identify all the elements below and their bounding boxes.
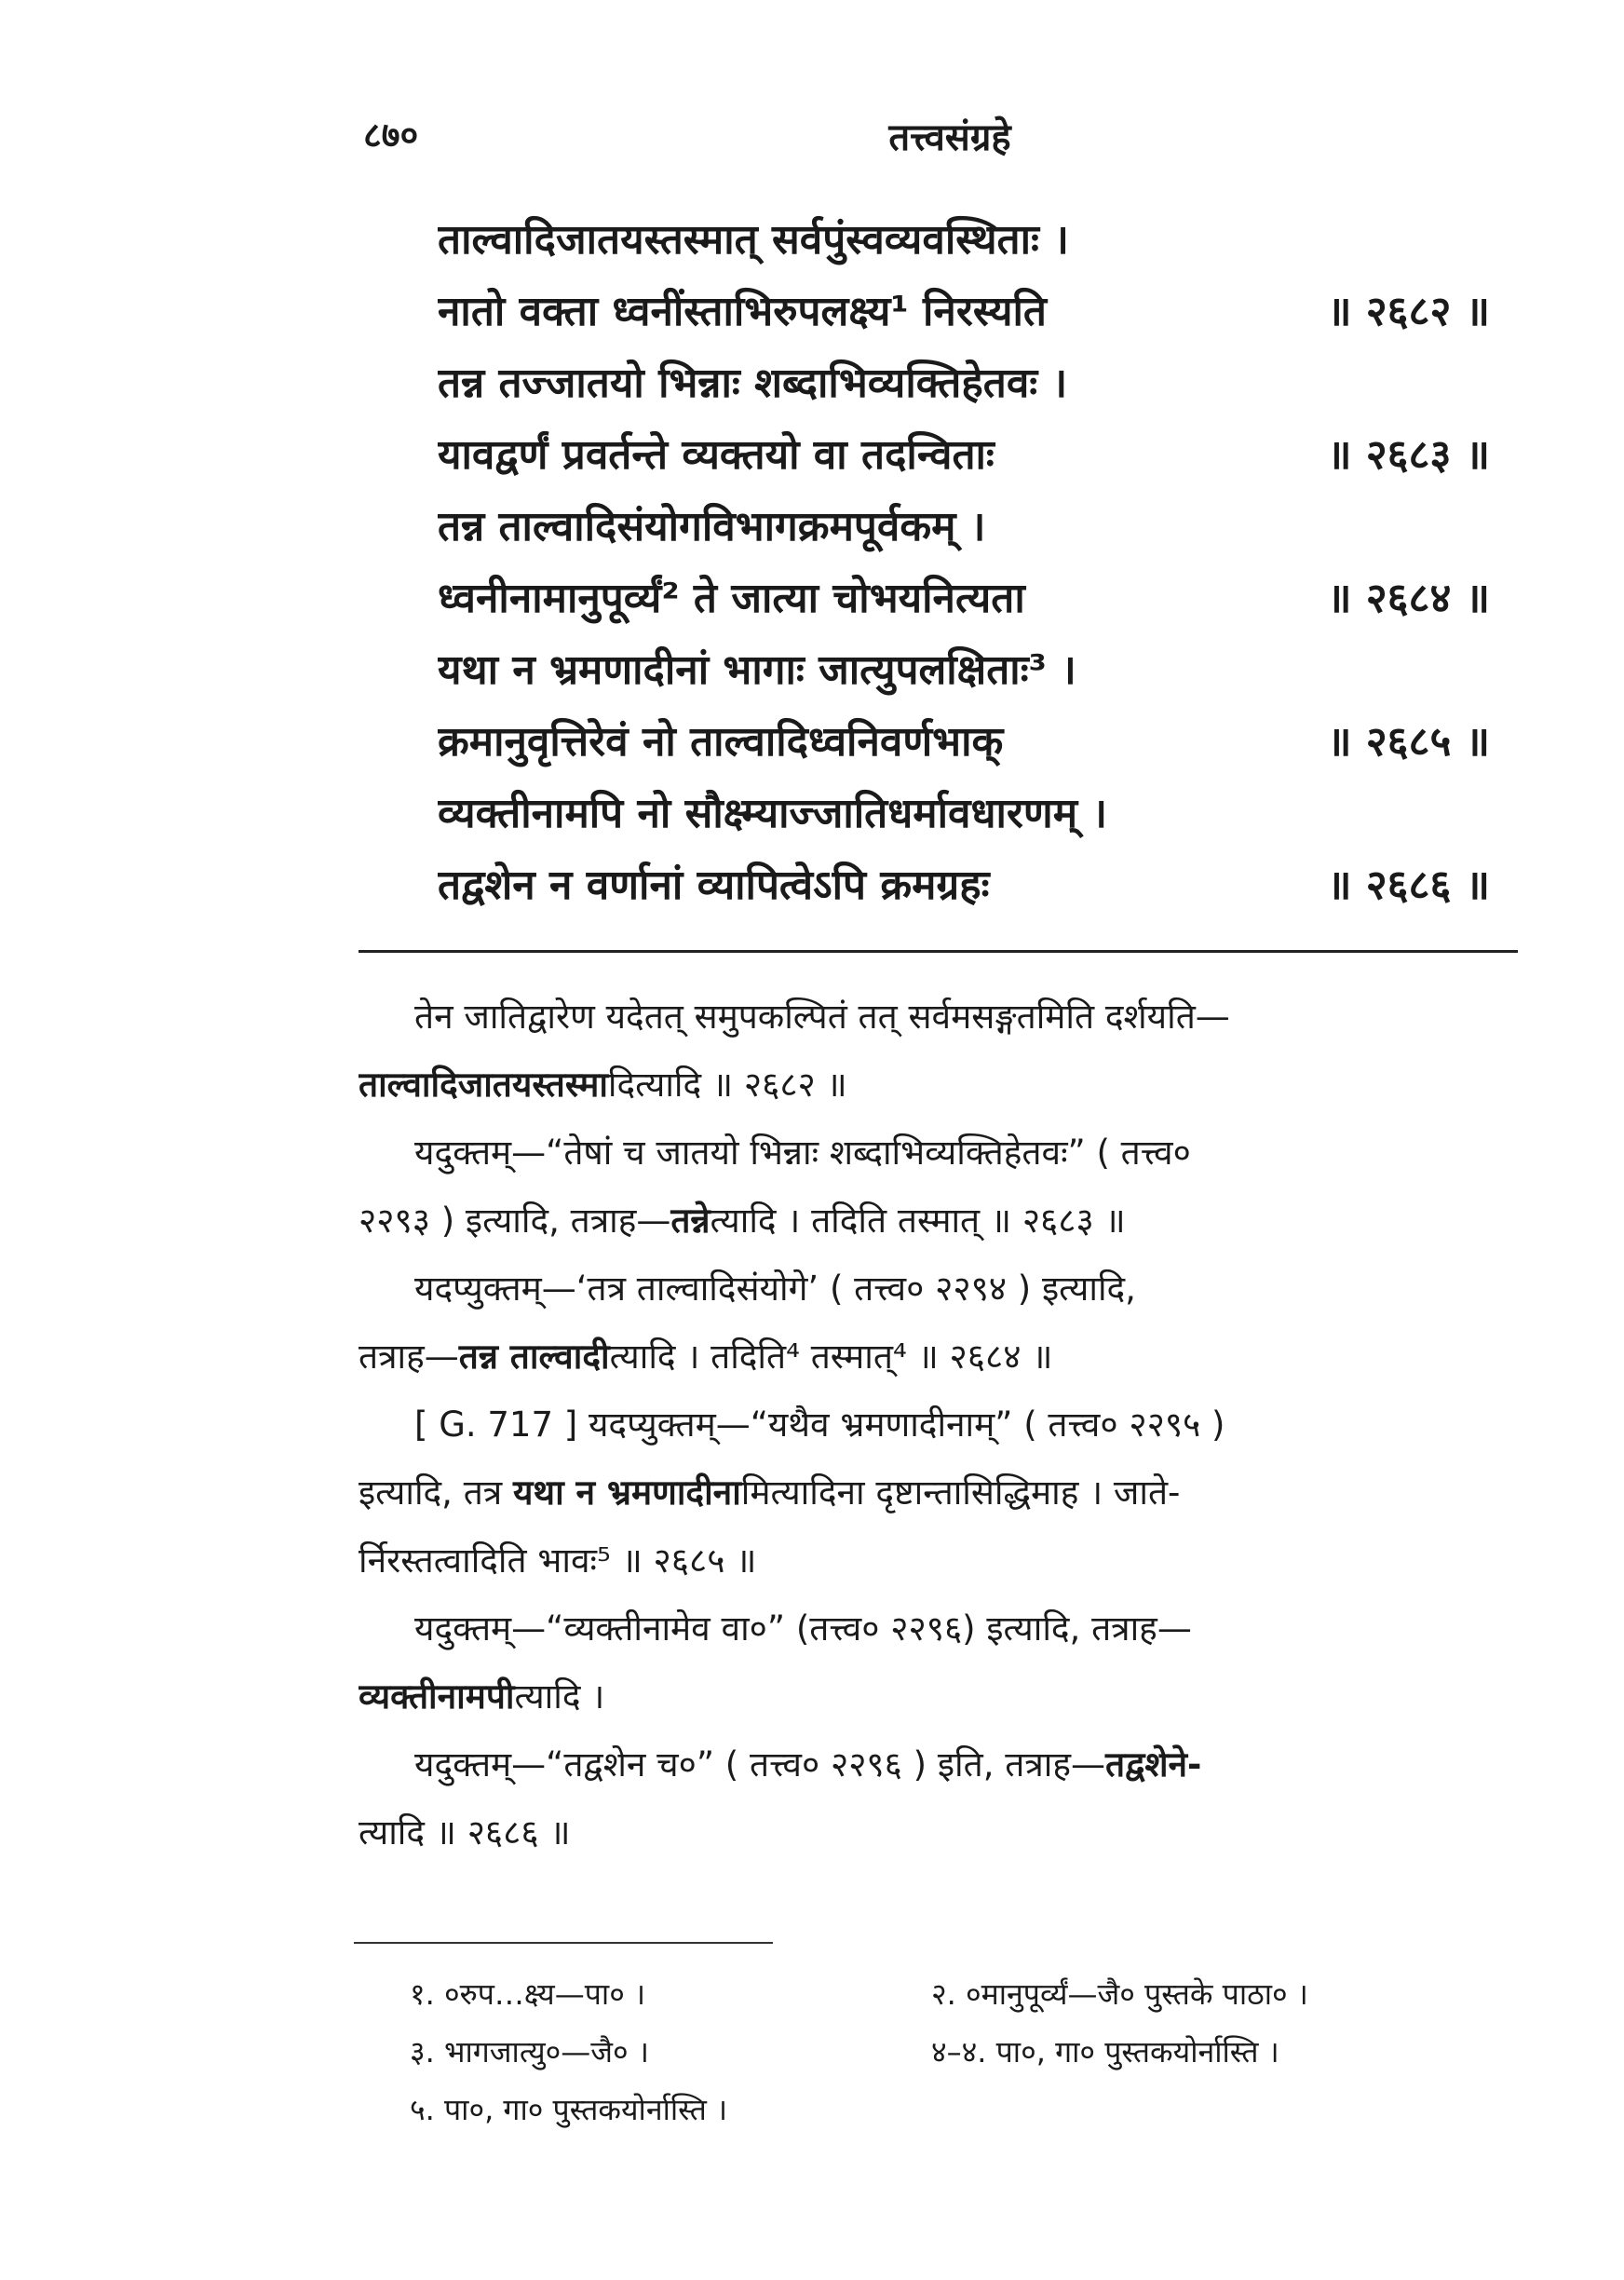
page-number: ८७० <box>363 115 419 156</box>
commentary-text: र्निरस्तत्वादिति भावः⁵ ॥ २६८५ ॥ <box>359 1540 757 1581</box>
verse-line <box>438 353 1490 425</box>
commentary-lemma: ताल्वादिजातयस्तस्मा <box>359 1065 608 1105</box>
commentary-line <box>359 1391 1518 1459</box>
verse-number: ॥ २६८६ ॥ <box>1327 862 1490 909</box>
verse-line <box>438 210 1490 281</box>
commentary-text: [ G. 717 ] यदप्युक्तम्—“यथैव भ्रमणादीनाम्” ( तत्त्व० २२९५ ) <box>414 1405 1225 1445</box>
footnote-row <box>410 2081 1490 2138</box>
commentary-lemma: व्यक्तीनामपी <box>359 1676 515 1717</box>
verse-line <box>438 425 1490 496</box>
commentary-text: त्यादि । <box>514 1676 605 1717</box>
commentary-line <box>359 1662 1518 1730</box>
commentary-text: तत्राह— <box>359 1337 459 1377</box>
verse-line <box>438 712 1490 783</box>
footnote: ५. पा०, गा० पुस्तकयोर्नास्ति । <box>410 2092 728 2127</box>
footnote <box>931 2081 1453 2138</box>
verse-line <box>438 496 1490 568</box>
verse-number: ॥ २६८२ ॥ <box>1327 288 1490 335</box>
commentary-text: २२९३ ) इत्यादि, तत्राह— <box>359 1201 671 1241</box>
verse-text: ध्वनीनामानुपूर्व्यं² ते जात्या चोभयनित्यता <box>438 575 1025 622</box>
commentary-line <box>359 1119 1518 1187</box>
footnote-row <box>410 2023 1490 2081</box>
commentary-text: यदुक्तम्—“तेषां च जातयो भिन्नाः शब्दाभिव्यक्तिहेतवः” ( तत्त्व० <box>414 1133 1191 1173</box>
verse-text: यावद्वर्णं प्रवर्तन्ते व्यक्तयो वा तदन्विताः <box>438 431 995 479</box>
footnotes-block <box>410 1965 1490 2138</box>
verse-line <box>438 640 1490 712</box>
verse-text: यथा न भ्रमणादीनां भागाः जात्युपलक्षिताः³ । <box>438 646 1076 694</box>
commentary-text: यदप्युक्तम्—‘तत्र ताल्वादिसंयोगे’ ( तत्त्व० २२९४ ) इत्यादि, <box>414 1269 1136 1309</box>
section-divider <box>359 950 1518 953</box>
commentary-line <box>359 1459 1518 1527</box>
verse-line <box>438 281 1490 353</box>
commentary-text: त्यादि । तदिति⁴ तस्मात्⁴ ॥ २६८४ ॥ <box>609 1337 1053 1377</box>
verse-line <box>438 783 1490 855</box>
verse-text: नातो वक्ता ध्वनींस्ताभिरुपलक्ष्य¹ निरस्यति <box>438 288 1047 335</box>
commentary-text: त्यादि ॥ २६८६ ॥ <box>359 1812 571 1852</box>
verse-number: ॥ २६८५ ॥ <box>1327 718 1490 766</box>
footnote: २. ०मानुपूर्व्यं—जै० पुस्तके पाठा० । <box>931 1976 1308 2012</box>
commentary-text: मित्यादिना दृष्टान्तासिद्धिमाह । जाते- <box>740 1472 1181 1513</box>
commentary-line <box>359 1051 1518 1119</box>
commentary-text: इत्यादि, तत्र <box>359 1472 513 1513</box>
footnote-row <box>410 1965 1490 2023</box>
commentary-block <box>359 983 1518 1866</box>
verse-number: ॥ २६८४ ॥ <box>1327 575 1490 622</box>
commentary-line <box>359 1595 1518 1662</box>
commentary-line <box>359 1255 1518 1323</box>
commentary-line <box>359 1527 1518 1595</box>
commentary-lemma: तन्ने <box>670 1201 710 1241</box>
commentary-lemma: तन्न ताल्वादी <box>458 1337 610 1377</box>
page-header <box>363 110 1536 166</box>
commentary-lemma: यथा न भ्रमणादीना <box>512 1472 741 1513</box>
commentary-line <box>359 983 1518 1051</box>
commentary-text: यदुक्तम्—“तद्वशेन च०” ( तत्त्व० २२९६ ) इति, तत्राह— <box>414 1744 1105 1785</box>
footnote: ४–४. पा०, गा० पुस्तकयोर्नास्ति । <box>931 2034 1279 2070</box>
verse-text: तन्न तज्जातयो भिन्नाः शब्दाभिव्यक्तिहेतवः । <box>438 360 1068 407</box>
verse-text: तन्न ताल्वादिसंयोगविभागक्रमपूर्वकम् । <box>438 503 986 550</box>
commentary-line <box>359 1730 1518 1798</box>
commentary-lemma: तद्वशेने- <box>1104 1744 1202 1785</box>
footnote: १. ०रुप…क्ष्य—पा० । <box>410 1976 646 2012</box>
commentary-text: दित्यादि ॥ २६८२ ॥ <box>607 1065 847 1105</box>
footnote: ३. भागजात्यु०—जै० । <box>410 2034 649 2070</box>
commentary-line <box>359 1323 1518 1391</box>
commentary-line <box>359 1187 1518 1255</box>
verse-text: व्यक्तीनामपि नो सौक्ष्म्याज्जातिधर्मावधारणम् । <box>438 790 1108 837</box>
verse-line <box>438 568 1490 640</box>
footnote-divider <box>354 1942 773 1944</box>
verse-text: तद्वशेन न वर्णानां व्यापित्वेऽपि क्रमग्रहः <box>438 862 990 909</box>
commentary-text: यदुक्तम्—“व्यक्तीनामेव वा०” (तत्त्व० २२९६) इत्यादि, तत्राह— <box>414 1608 1192 1649</box>
commentary-line <box>359 1798 1518 1866</box>
verse-text: क्रमानुवृत्तिरेवं नो ताल्वादिध्वनिवर्णभाक् <box>438 718 1004 766</box>
commentary-text: त्यादि । तदिति तस्मात् ॥ २६८३ ॥ <box>710 1201 1126 1241</box>
verse-block <box>438 210 1490 927</box>
commentary-text: तेन जातिद्वारेण यदेतत् समुपकल्पितं तत् सर्वमसङ्गतमिति दर्शयति— <box>414 997 1230 1037</box>
running-title: तत्त्वसंग्रहे <box>888 116 1011 159</box>
verse-number: ॥ २६८३ ॥ <box>1327 431 1490 479</box>
verse-line <box>438 855 1490 927</box>
verse-text: ताल्वादिजातयस्तस्मात् सर्वपुंस्वव्यवस्थिताः । <box>438 216 1069 264</box>
